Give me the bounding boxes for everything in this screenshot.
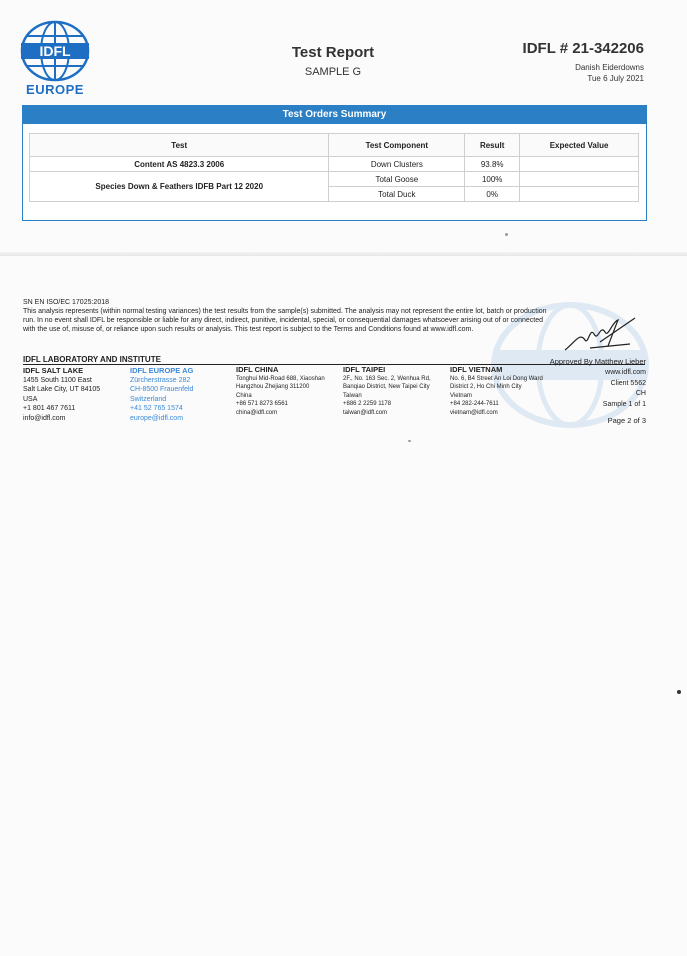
office-email: europe@idfl.com bbox=[130, 414, 184, 422]
office-name: IDFL CHINA bbox=[236, 365, 279, 374]
office-line: +41 52 765 1574 bbox=[130, 405, 183, 412]
logo-region: EUROPE bbox=[26, 82, 84, 97]
scan-speck bbox=[677, 690, 681, 694]
cell-result: 100% bbox=[465, 172, 520, 187]
country-code: CH bbox=[635, 390, 646, 397]
office-name: IDFL SALT LAKE bbox=[23, 366, 84, 375]
col-expected: Expected Value bbox=[520, 134, 639, 157]
report-id: IDFL # 21-342206 bbox=[522, 40, 644, 57]
office-line: District 2, Ho Chi Minh City bbox=[450, 384, 522, 390]
website: www.idfl.com bbox=[605, 369, 646, 376]
office-email: info@idfl.com bbox=[23, 414, 66, 422]
sample-count: Sample 1 of 1 bbox=[602, 400, 646, 408]
report-meta bbox=[603, 368, 646, 410]
office-line: USA bbox=[23, 395, 38, 403]
office-line: CH-8500 Frauenfeld bbox=[130, 386, 194, 393]
office-china bbox=[236, 366, 325, 417]
legal-disclaimer bbox=[23, 298, 551, 334]
office-line: Banqiao District, New Taipei City bbox=[343, 384, 430, 390]
office-line: +1 801 467 7611 bbox=[23, 405, 76, 412]
office-name: IDFL TAIPEI bbox=[343, 365, 386, 374]
office-taipei bbox=[343, 366, 431, 417]
cell-result: 0% bbox=[465, 187, 520, 202]
office-line: Tonghui Mid-Road 688, Xiaoshan bbox=[236, 375, 325, 382]
approved-by: Approved By Matthew Lieber bbox=[549, 357, 646, 366]
signature-icon bbox=[560, 312, 640, 357]
cell-test: Content AS 4823.3 2006 bbox=[30, 157, 329, 172]
report-date: Tue 6 July 2021 bbox=[587, 74, 644, 83]
lab-title: IDFL LABORATORY AND INSTITUTE bbox=[23, 355, 161, 364]
office-line: +886 2 2259 1178 bbox=[343, 401, 392, 407]
cell-test: Species Down & Feathers IDFB Part 12 2020 bbox=[30, 172, 329, 202]
cell-component: Down Clusters bbox=[329, 157, 465, 172]
sample-label: SAMPLE G bbox=[304, 66, 362, 78]
office-line: 1455 South 1100 East bbox=[23, 376, 92, 384]
scan-speck bbox=[505, 233, 508, 236]
cell-component: Total Duck bbox=[329, 187, 465, 202]
office-line: Zürcherstrasse 282 bbox=[130, 376, 191, 384]
lab-divider bbox=[23, 364, 645, 365]
col-test: Test bbox=[30, 134, 329, 157]
report-title: Test Report bbox=[291, 44, 375, 61]
office-line: Taiwan bbox=[343, 392, 362, 399]
office-line: Salt Lake City, UT 84105 bbox=[23, 386, 101, 393]
col-component: Test Component bbox=[329, 134, 465, 157]
office-email: vietnam@idfl.com bbox=[450, 409, 498, 416]
cell-expected bbox=[520, 157, 639, 172]
results-table bbox=[29, 133, 639, 202]
client-number: Client 5562 bbox=[610, 379, 646, 387]
accreditation-standard: SN EN ISO/EC 17025:2018 bbox=[23, 299, 109, 306]
test-orders-summary bbox=[22, 105, 647, 221]
cell-expected bbox=[520, 187, 639, 202]
page-number: Page 2 of 3 bbox=[607, 416, 646, 425]
cell-expected bbox=[520, 172, 639, 187]
office-line: Vietnam bbox=[450, 392, 472, 399]
office-line: +86 571 8273 6561 bbox=[236, 401, 288, 407]
office-line: Switzerland bbox=[130, 395, 167, 403]
table-row bbox=[30, 157, 639, 172]
summary-heading: Test Orders Summary bbox=[23, 106, 646, 124]
disclaimer-text: This analysis represents (within normal testing variances) the test results from the sample(s) submitted. The analysis may not represent the entire lot, batch or production run. In no event shall IDFL be responsible or liable for any direct, indirect, punitive, incidental, special, or consequential damages whatsoever arising out of or connected with the use of, misuse of, or reliance upon such results or analysis. This test report is subject to the Terms and Conditions found at www.idfl.com. bbox=[23, 308, 547, 333]
office-europe bbox=[130, 366, 193, 423]
cell-component: Total Goose bbox=[329, 172, 465, 187]
office-salt-lake bbox=[23, 366, 100, 423]
office-email: china@idfl.com bbox=[236, 409, 278, 416]
cell-result: 93.8% bbox=[465, 157, 520, 172]
table-header-row bbox=[30, 134, 639, 157]
logo-wordmark: IDFL bbox=[39, 43, 71, 59]
report-subinfo bbox=[575, 62, 644, 84]
col-result: Result bbox=[465, 134, 520, 157]
office-line: No. 6, B4 Street An Loi Dong Ward bbox=[450, 375, 543, 382]
office-line: +84 282-244-7611 bbox=[450, 401, 499, 407]
office-name: IDFL VIETNAM bbox=[450, 365, 503, 374]
office-line: Hangzhou Zhejiang 311200 bbox=[236, 384, 310, 390]
table-row bbox=[30, 172, 639, 187]
office-line: 2F., No. 163 Sec. 2, Wenhua Rd, bbox=[343, 375, 431, 382]
scan-speck bbox=[408, 440, 411, 442]
office-name: IDFL EUROPE AG bbox=[130, 366, 194, 375]
office-email: taiwan@idfl.com bbox=[343, 409, 388, 416]
page-fold bbox=[0, 252, 687, 256]
office-vietnam bbox=[450, 366, 543, 417]
office-line: China bbox=[236, 392, 252, 399]
product-name: Danish Eiderdowns bbox=[575, 63, 644, 72]
